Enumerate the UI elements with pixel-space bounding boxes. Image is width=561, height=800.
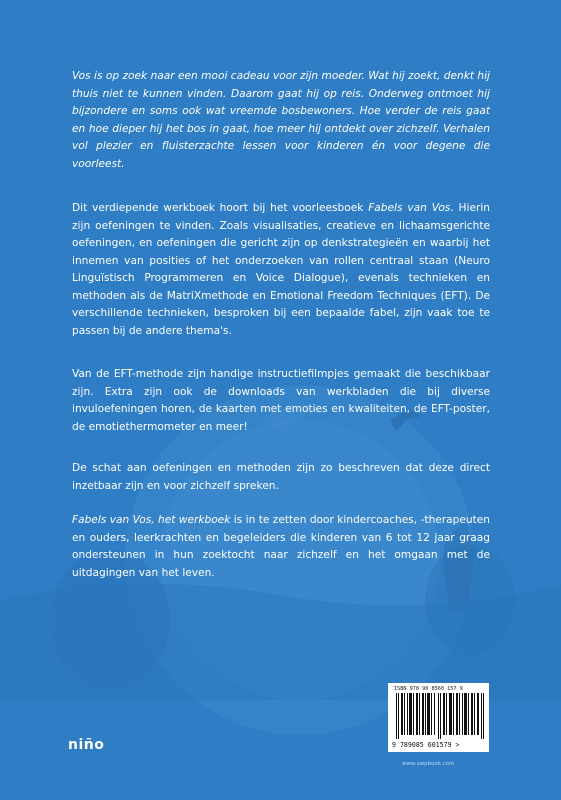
book-title-reference: Fabels van Vos bbox=[368, 202, 451, 214]
audience-text: is in te zetten door kindercoaches, -therapeuten en ouders, leerkrachten en begeleiders die kinderen van 6 tot 12 jaar graag ondersteunen in hun zoektocht naar zichzelf en het omgaan met de uitdagingen van het leven. bbox=[72, 514, 490, 579]
audience-paragraph bbox=[72, 512, 490, 582]
description-text-rest: . Hierin zijn oefeningen te vinden. Zoals visualisaties, creatieve en lichaamsgerichte oefeningen, en oefeningen die gericht zijn op denkstrategieën en waarbij het innemen van posities of het onderzoeken van rollen centraal staan (Neuro Linguïstisch Programmeren en Voice Dialogue), evenals technieken en methoden als de MatriXmethode en Emotional Freedom Techniques (EFT). De verschillende technieken, besproken bij een bepaalde fabel, zijn vaak toe te passen bij de andere thema's. bbox=[72, 202, 490, 337]
publisher-website: www.swpbook.com bbox=[402, 761, 455, 767]
barcode-bars bbox=[396, 693, 484, 739]
publisher-logo: niño bbox=[68, 737, 105, 753]
usage-paragraph: De schat aan oefeningen en methoden zijn zo beschreven dat deze direct inzetbaar zijn en voor zichzelf spreken. bbox=[72, 462, 490, 492]
description-paragraph bbox=[72, 200, 490, 340]
description-text-start: Dit verdiepende werkboek hoort bij het voorleesboek bbox=[72, 202, 369, 214]
workbook-title-reference: Fabels van Vos, het werkboek bbox=[72, 514, 231, 526]
isbn-digits: 9 789085 601579 > bbox=[392, 741, 460, 749]
isbn-label: ISBN 978 90 8560 157 9 bbox=[394, 686, 463, 692]
barcode-box bbox=[388, 683, 489, 752]
intro-paragraph: Vos is op zoek naar een mooi cadeau voor zijn moeder. Wat hij zoekt, denkt hij thuis niet te kunnen vinden. Daarom gaat hij op reis. Onderweg ontmoet hij bijzondere en soms ook wat vreemde bosbewoners. Hoe verder de reis gaat en hoe dieper hij het bos in gaat, hoe meer hij ontdekt over zichzelf. Verhalen vol plezier en fluisterzachte lessen voor kinderen én voor degene die voorleest. bbox=[72, 70, 490, 170]
extras-paragraph: Van de EFT-methode zijn handige instructiefilmpjes gemaakt die beschikbaar zijn. Extra zijn ook de downloads van werkbladen die bij diverse invuloefeningen horen, de kaarten met emoties en kwaliteiten, de EFT-poster, de emotiethermometer en meer! bbox=[72, 368, 490, 433]
